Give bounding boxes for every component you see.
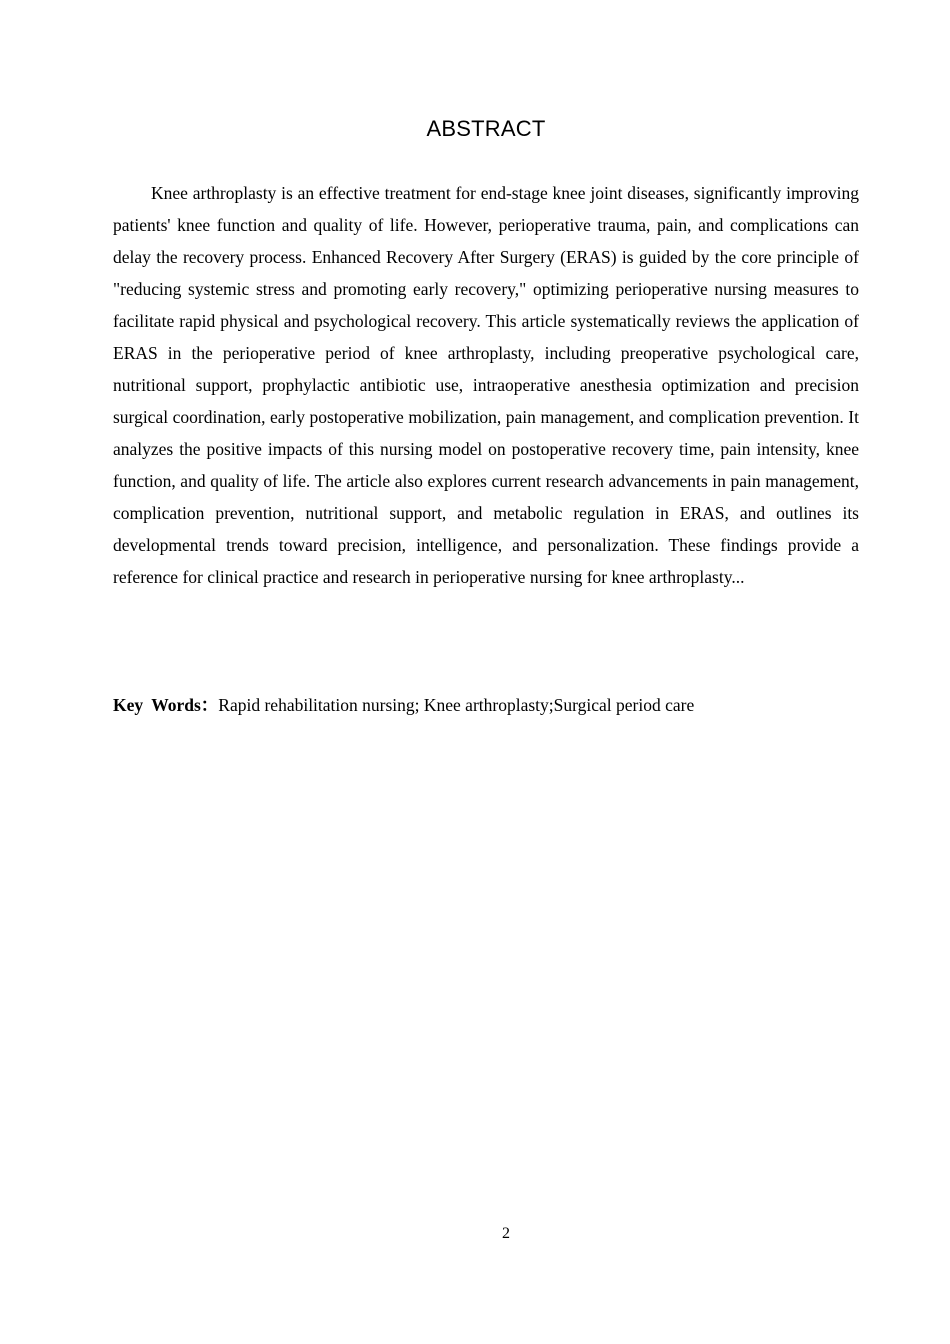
keywords-line bbox=[113, 689, 859, 721]
keywords-text: Rapid rehabilitation nursing; Knee arthroplasty;Surgical period care bbox=[218, 695, 695, 715]
abstract-heading: ABSTRACT bbox=[426, 116, 546, 141]
abstract-paragraph: Knee arthroplasty is an effective treatment for end-stage knee joint diseases, significantly improving patients' knee function and quality of life. However, perioperative trauma, pain, and complications can delay the recovery process. Enhanced Recovery After Surgery (ERAS) is guided by the core principle of "reducing systemic stress and promoting early recovery," optimizing perioperative nursing measures to facilitate rapid physical and psychological recovery. This article systematically reviews the application of ERAS in the perioperative period of knee arthroplasty, including preoperative psychological care, nutritional support, prophylactic antibiotic use, intraoperative anesthesia optimization and precision surgical coordination, early postoperative mobilization, pain management, and complication prevention. It analyzes the positive impacts of this nursing model on postoperative recovery time, pain intensity, knee function, and quality of life. The article also explores current research advancements in pain management, complication prevention, nutritional support, and metabolic regulation in ERAS, and outlines its developmental trends toward precision, intelligence, and personalization. These findings provide a reference for clinical practice and research in perioperative nursing for knee arthroplasty... bbox=[113, 183, 859, 587]
page-number: 2 bbox=[502, 1225, 510, 1242]
keywords-label: Key Words： bbox=[113, 695, 219, 715]
